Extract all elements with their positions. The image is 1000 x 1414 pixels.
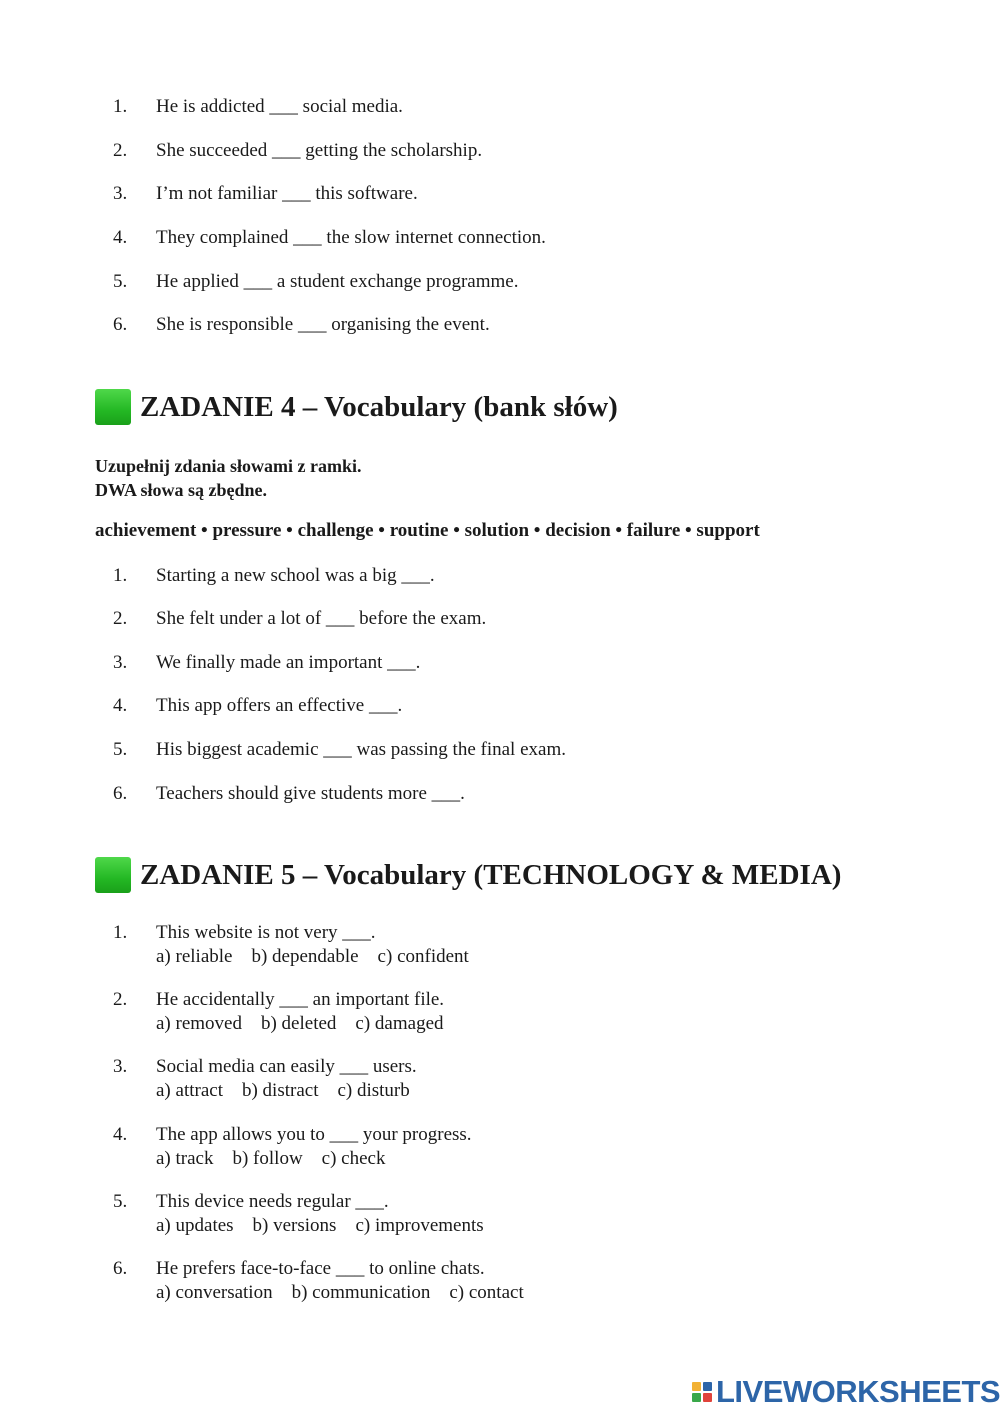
item-number: 1. xyxy=(113,96,128,117)
item-text xyxy=(156,988,444,1036)
answer-options: a) track b) follow c) check xyxy=(156,1148,386,1169)
question-text: Social media can easily ___ users. xyxy=(156,1056,417,1077)
green-square-icon xyxy=(95,389,131,425)
item-number: 3. xyxy=(113,1056,128,1077)
section-4-heading xyxy=(95,389,618,425)
item-text: He is addicted ___ social media. xyxy=(156,96,403,117)
item-number: 4. xyxy=(113,1124,128,1145)
item-number: 6. xyxy=(113,1258,128,1279)
item-text: Teachers should give students more ___. xyxy=(156,783,465,804)
answer-options: a) attract b) distract c) disturb xyxy=(156,1080,410,1101)
question-text: The app allows you to ___ your progress. xyxy=(156,1124,472,1145)
word-bank: achievement • pressure • challenge • routine • solution • decision • failure • support xyxy=(95,520,760,541)
section-5-heading xyxy=(95,857,841,893)
item-number: 6. xyxy=(113,314,128,335)
item-text: She felt under a lot of ___ before the exam. xyxy=(156,608,487,629)
item-text: Starting a new school was a big ___. xyxy=(156,565,435,586)
item-number: 6. xyxy=(113,783,128,804)
item-number: 4. xyxy=(113,227,128,248)
section-4-instructions xyxy=(95,454,362,502)
item-text: We finally made an important ___. xyxy=(156,652,421,673)
green-square-icon xyxy=(95,857,131,893)
item-number: 1. xyxy=(113,922,128,943)
instruction-line: DWA słowa są zbędne. xyxy=(95,480,268,500)
item-number: 1. xyxy=(113,565,128,586)
question-text: He prefers face-to-face ___ to online chats. xyxy=(156,1258,485,1279)
item-number: 4. xyxy=(113,695,128,716)
logo-text: LIVEWORKSHEETS xyxy=(716,1374,1000,1409)
question-text: He accidentally ___ an important file. xyxy=(156,989,445,1010)
item-text: She is responsible ___ organising the event. xyxy=(156,314,490,335)
item-number: 2. xyxy=(113,608,128,629)
item-text: She succeeded ___ getting the scholarship. xyxy=(156,140,483,161)
item-text xyxy=(156,1123,472,1171)
item-text: They complained ___ the slow internet connection. xyxy=(156,227,546,248)
question-text: This website is not very ___. xyxy=(156,922,376,943)
section-5-title: ZADANIE 5 – Vocabulary (TECHNOLOGY & MEDIA) xyxy=(140,859,842,891)
item-number: 5. xyxy=(113,1191,128,1212)
answer-options: a) removed b) deleted c) damaged xyxy=(156,1013,444,1034)
answer-options: a) updates b) versions c) improvements xyxy=(156,1215,484,1236)
item-number: 3. xyxy=(113,652,128,673)
item-text xyxy=(156,1257,524,1305)
item-text: I’m not familiar ___ this software. xyxy=(156,183,418,204)
answer-options: a) conversation b) communication c) contact xyxy=(156,1282,524,1303)
section-4-title: ZADANIE 4 – Vocabulary (bank słów) xyxy=(140,391,618,423)
item-number: 2. xyxy=(113,989,128,1010)
answer-options: a) reliable b) dependable c) confident xyxy=(156,946,469,967)
item-text xyxy=(156,921,469,969)
item-text: He applied ___ a student exchange programme. xyxy=(156,271,519,292)
item-number: 5. xyxy=(113,739,128,760)
item-text: This app offers an effective ___. xyxy=(156,695,403,716)
item-text xyxy=(156,1055,417,1103)
item-text: His biggest academic ___ was passing the final exam. xyxy=(156,739,566,760)
item-number: 2. xyxy=(113,140,128,161)
item-number: 5. xyxy=(113,271,128,292)
question-text: This device needs regular ___. xyxy=(156,1191,389,1212)
liveworksheets-logo xyxy=(692,1374,1000,1410)
instruction-line: Uzupełnij zdania słowami z ramki. xyxy=(95,456,362,476)
item-text xyxy=(156,1190,484,1238)
item-number: 3. xyxy=(113,183,128,204)
liveworksheets-logo-icon xyxy=(692,1382,712,1402)
